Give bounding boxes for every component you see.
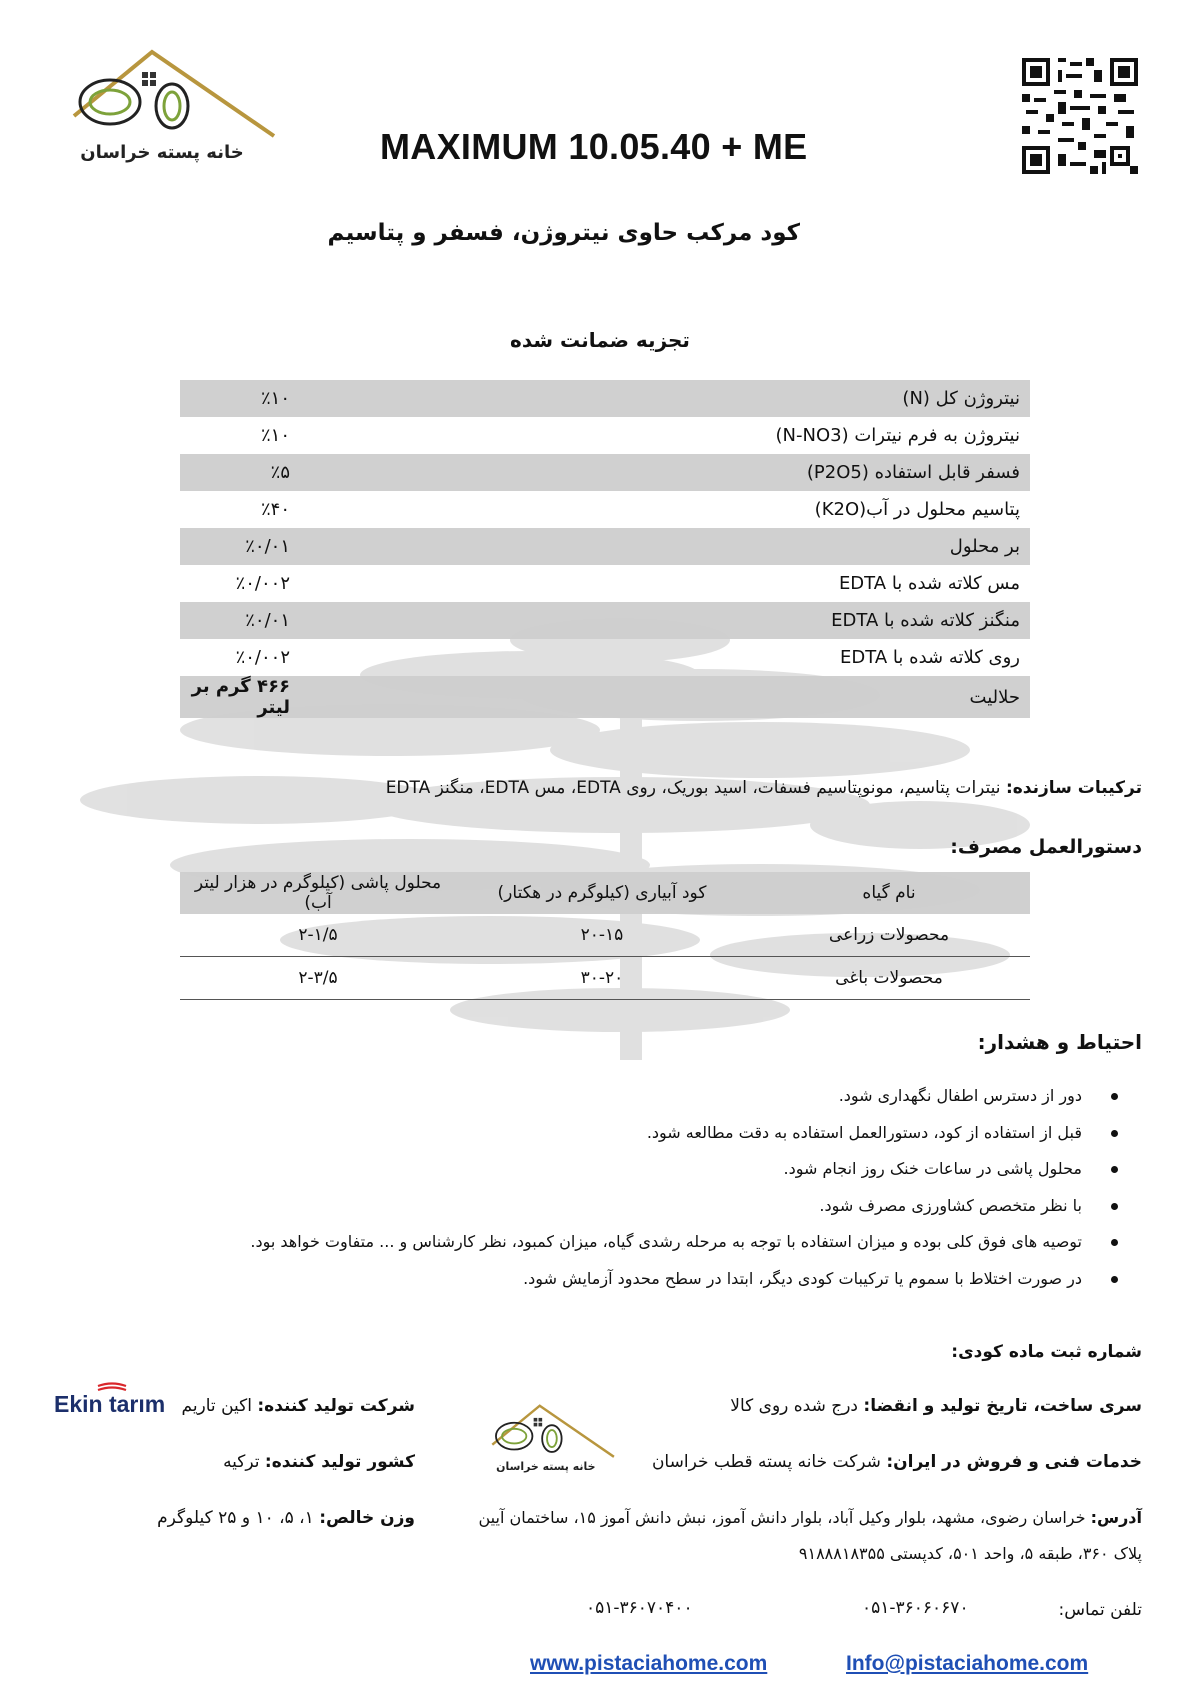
ingredients-text: نیترات پتاسیم، مونوپتاسیم فسفات، اسید بوریک، روی EDTA، مس EDTA، منگنز EDTA — [385, 778, 1001, 798]
nutrient-label: بر محلول — [410, 528, 1030, 565]
list-item: توصیه های فوق کلی بوده و میزان استفاده با توجه به مرحله رشدی گیاه، میزان کمبود، نظر کارشناس و ... متفاوت خواهد بود. — [250, 1224, 1082, 1261]
table-row — [180, 380, 1030, 417]
column-header-foliar: محلول پاشی (کیلوگرم در هزار لیتر آب) — [180, 872, 456, 914]
nutrient-value: ٪۴۰ — [260, 499, 290, 520]
column-header-plant: نام گیاه — [748, 872, 1030, 914]
list-item: با نظر متخصص کشاورزی مصرف شود. — [250, 1188, 1082, 1225]
services-label: خدمات فنی و فروش در ایران: — [886, 1452, 1142, 1472]
nutrient-value: ۴۶۶ گرم بر لیتر — [180, 676, 410, 718]
manufacturer-value: اکین تاریم — [181, 1396, 252, 1416]
list-item: در صورت اختلاط با سموم یا ترکیبات کودی دیگر، ابتدا در سطح محدود آزمایش شود. — [250, 1261, 1082, 1298]
nutrient-value: ٪۵ — [180, 454, 410, 491]
manufacturer-label: شرکت تولید کننده: — [257, 1396, 415, 1416]
ekin-tarim-logo — [54, 1380, 182, 1416]
table-row — [180, 676, 1030, 718]
table-row — [180, 639, 1030, 676]
nutrient-value: ٪۰/۰۰۲ — [235, 573, 290, 594]
nutrient-value: ٪۱۰ — [260, 425, 290, 446]
website-link[interactable]: www.pistaciahome.com — [530, 1652, 768, 1675]
table-row — [180, 528, 1030, 565]
list-item: محلول پاشی در ساعات خنک روز انجام شود. — [250, 1151, 1082, 1188]
address-line — [479, 1508, 1143, 1527]
nutrient-label: نیتروژن به فرم نیترات (N-NO3) — [775, 425, 1020, 446]
batch-line — [730, 1396, 1142, 1416]
usage-table — [180, 872, 1030, 1000]
nutrient-label: حلالیت — [410, 676, 1030, 718]
pistachio-house-logo — [62, 46, 284, 174]
nutrient-value: ٪۱۰ — [180, 380, 410, 417]
address-line-1: خراسان رضوی، مشهد، بلوار وکیل آباد، بلوار دانش آموز، نبش دانش آموز ۱۵، ساختمان آیین — [478, 1508, 1086, 1527]
table-row — [180, 491, 1030, 528]
nutrient-value: ٪۰/۰۰۲ — [235, 647, 290, 668]
column-header-fertigation: کود آبیاری (کیلوگرم در هکتار) — [456, 872, 748, 914]
table-header-row — [180, 872, 1030, 914]
ingredients-line — [386, 778, 1142, 798]
ingredients-label: ترکیبات سازنده: — [1005, 778, 1142, 798]
weight-value: ۱، ۵، ۱۰ و ۲۵ کیلوگرم — [157, 1508, 314, 1528]
address-label: آدرس: — [1090, 1508, 1142, 1527]
plant-cell: محصولات زراعی — [748, 914, 1030, 957]
svg-text:Ekin tarım: Ekin tarım — [54, 1391, 166, 1416]
nutrient-value: ٪۰/۰۱ — [180, 602, 410, 639]
table-row — [180, 565, 1030, 602]
pistachio-house-logo-small — [485, 1402, 620, 1480]
services-value: شرکت خانه پسته قطب خراسان — [651, 1452, 881, 1472]
list-item: دور از دسترس اطفال نگهداری شود. — [250, 1078, 1082, 1115]
weight-line — [157, 1508, 415, 1528]
nutrient-label: روی کلاته شده با EDTA — [840, 647, 1020, 668]
phone-number-2[interactable]: ۰۵۱-۳۶۰۷۰۴۰۰ — [586, 1598, 693, 1618]
phone-number-1[interactable]: ۰۵۱-۳۶۰۶۰۶۷۰ — [862, 1598, 969, 1618]
caution-title: احتیاط و هشدار: — [977, 1030, 1142, 1054]
batch-value: درج شده روی کالا — [730, 1396, 858, 1416]
guaranteed-analysis-table — [180, 380, 1030, 718]
address-line-2: پلاک ۳۶۰، طبقه ۵، واحد ۵۰۱، کدپستی ۹۱۸۸۸۱۸۳۵۵ — [798, 1544, 1142, 1563]
plant-cell: محصولات باغی — [748, 957, 1030, 1000]
foliar-cell: ۲-۱/۵ — [180, 914, 456, 957]
product-title: MAXIMUM 10.05.40 + ME — [380, 126, 808, 167]
svg-text:خانه پسته خراسان: خانه پسته خراسان — [496, 1460, 596, 1474]
table-row — [180, 914, 1030, 957]
foliar-cell: ۲-۳/۵ — [180, 957, 456, 1000]
list-item: قبل از استفاده از کود، دستورالعمل استفاده به دقت مطالعه شود. — [250, 1115, 1082, 1152]
country-line — [223, 1452, 415, 1472]
qr-code — [1022, 58, 1138, 174]
manufacturer-line — [182, 1396, 416, 1416]
nutrient-label: نیتروژن کل (N) — [410, 380, 1030, 417]
country-label: کشور تولید کننده: — [264, 1452, 415, 1472]
registration-label: شماره ثبت ماده کودی: — [951, 1342, 1142, 1362]
nutrient-label: فسفر قابل استفاده (P2O5) — [410, 454, 1030, 491]
weight-label: وزن خالص: — [319, 1508, 415, 1528]
table-row — [180, 957, 1030, 1000]
product-subtitle: کود مرکب حاوی نیتروژن، فسفر و پتاسیم — [327, 220, 800, 246]
email-link[interactable]: Info@pistaciahome.com — [846, 1652, 1089, 1675]
table-row — [180, 602, 1030, 639]
table-row — [180, 454, 1030, 491]
country-value: ترکیه — [223, 1452, 260, 1472]
nutrient-label: پتاسیم محلول در آب(K2O) — [814, 499, 1020, 520]
phone-label: تلفن تماس: — [1058, 1600, 1142, 1620]
fertigation-cell: ۳۰-۲۰ — [456, 957, 748, 1000]
nutrient-label: مس کلاته شده با EDTA — [838, 573, 1020, 594]
services-line — [652, 1452, 1142, 1472]
analysis-title: تجزیه ضمانت شده — [510, 328, 690, 352]
nutrient-label: منگنز کلاته شده با EDTA — [410, 602, 1030, 639]
svg-text:خانه پسته خراسان: خانه پسته خراسان — [80, 142, 244, 163]
caution-list — [250, 1078, 1112, 1297]
table-row — [180, 417, 1030, 454]
fertigation-cell: ۲۰-۱۵ — [456, 914, 748, 957]
batch-label: سری ساخت، تاریخ تولید و انقضا: — [863, 1396, 1142, 1416]
instructions-title: دستورالعمل مصرف: — [950, 836, 1142, 858]
nutrient-value: ٪۰/۰۱ — [180, 528, 410, 565]
